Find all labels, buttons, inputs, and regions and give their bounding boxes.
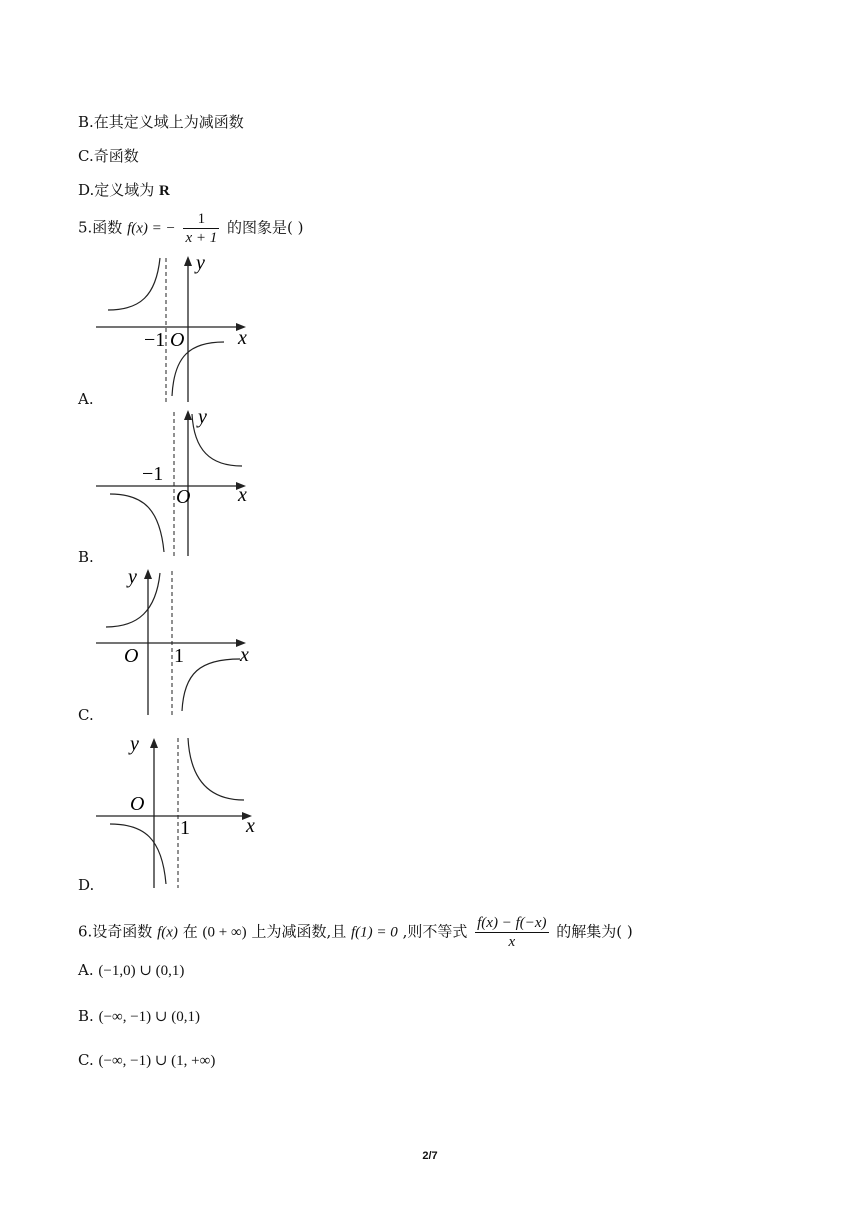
graph-b-origin-label: O	[176, 486, 191, 508]
graph-d	[94, 730, 262, 890]
graph-d-origin-label: O	[130, 793, 145, 815]
option-4c: C.奇函数	[78, 147, 139, 165]
q5-fraction	[183, 210, 219, 247]
q6-suffix: 的解集为( )	[556, 922, 633, 941]
graph-c	[94, 565, 254, 717]
q6-option-a-math: (−1,0) ∪ (0,1)	[98, 963, 185, 979]
q6-option-c-math: (−∞, −1) ∪ (1, +∞)	[98, 1053, 216, 1069]
q6-fx: f(x)	[157, 924, 178, 941]
graph-b-tick-label: −1	[142, 463, 164, 485]
q5-option-a-label: A.	[78, 390, 94, 408]
graph-a-tick-label: −1	[144, 329, 166, 351]
option-4b: B.在其定义域上为减函数	[78, 113, 244, 131]
graph-d-tick-label: 1	[180, 817, 190, 839]
q6-text-1: 在	[182, 922, 198, 941]
graph-c-y-label: y	[128, 566, 137, 588]
option-4d-text: D.定义域为	[78, 181, 155, 199]
q6-prefix: 6.设奇函数	[78, 922, 153, 941]
q6-text-2: 上为减函数,且	[251, 922, 347, 941]
graph-a-origin-label: O	[170, 329, 185, 351]
q6-option-c-label: C.	[78, 1051, 94, 1069]
q6-option-b-math: (−∞, −1) ∪ (0,1)	[98, 1009, 200, 1025]
question-5	[78, 210, 303, 247]
q6-option-b-label: B.	[78, 1007, 94, 1025]
graph-c-origin-label: O	[124, 645, 139, 667]
q6-option-a	[78, 960, 184, 981]
q5-option-c-label: C.	[78, 706, 94, 724]
graph-a-y-label: y	[196, 252, 205, 274]
graph-a-x-label: x	[238, 327, 247, 349]
q6-text-3: ,则不等式	[402, 922, 468, 941]
q5-prefix: 5.函数	[78, 218, 123, 237]
q6-option-a-label: A.	[78, 961, 94, 979]
q6-frac-den: x	[508, 934, 516, 950]
graph-d-y-label: y	[130, 733, 139, 755]
q5-option-d-label: D.	[78, 876, 95, 894]
q6-f1: f(1) = 0	[351, 924, 398, 941]
q6-fraction	[475, 914, 548, 951]
q6-option-b	[78, 1006, 200, 1027]
graph-d-x-label: x	[246, 815, 255, 837]
page-number: 2/7	[422, 1150, 438, 1162]
option-4d	[78, 180, 170, 201]
q5-frac-den: x + 1	[185, 230, 218, 246]
q5-function: f(x) = −	[127, 220, 176, 237]
q5-suffix: 的图象是( )	[227, 218, 304, 237]
graph-b-x-label: x	[238, 484, 247, 506]
graph-a	[94, 252, 254, 404]
graph-b-y-label: y	[198, 406, 207, 428]
graph-c-tick-label: 1	[174, 645, 184, 667]
graph-b	[94, 406, 254, 558]
q5-frac-num: 1	[183, 210, 219, 229]
q6-interval: (0 + ∞)	[202, 924, 247, 941]
q6-frac-num: f(x) − f(−x)	[477, 915, 547, 931]
question-6	[78, 914, 633, 951]
q6-option-c	[78, 1050, 215, 1071]
option-4d-set: R	[159, 183, 170, 199]
graph-c-x-label: x	[240, 644, 249, 666]
q5-option-b-label: B.	[78, 548, 94, 566]
